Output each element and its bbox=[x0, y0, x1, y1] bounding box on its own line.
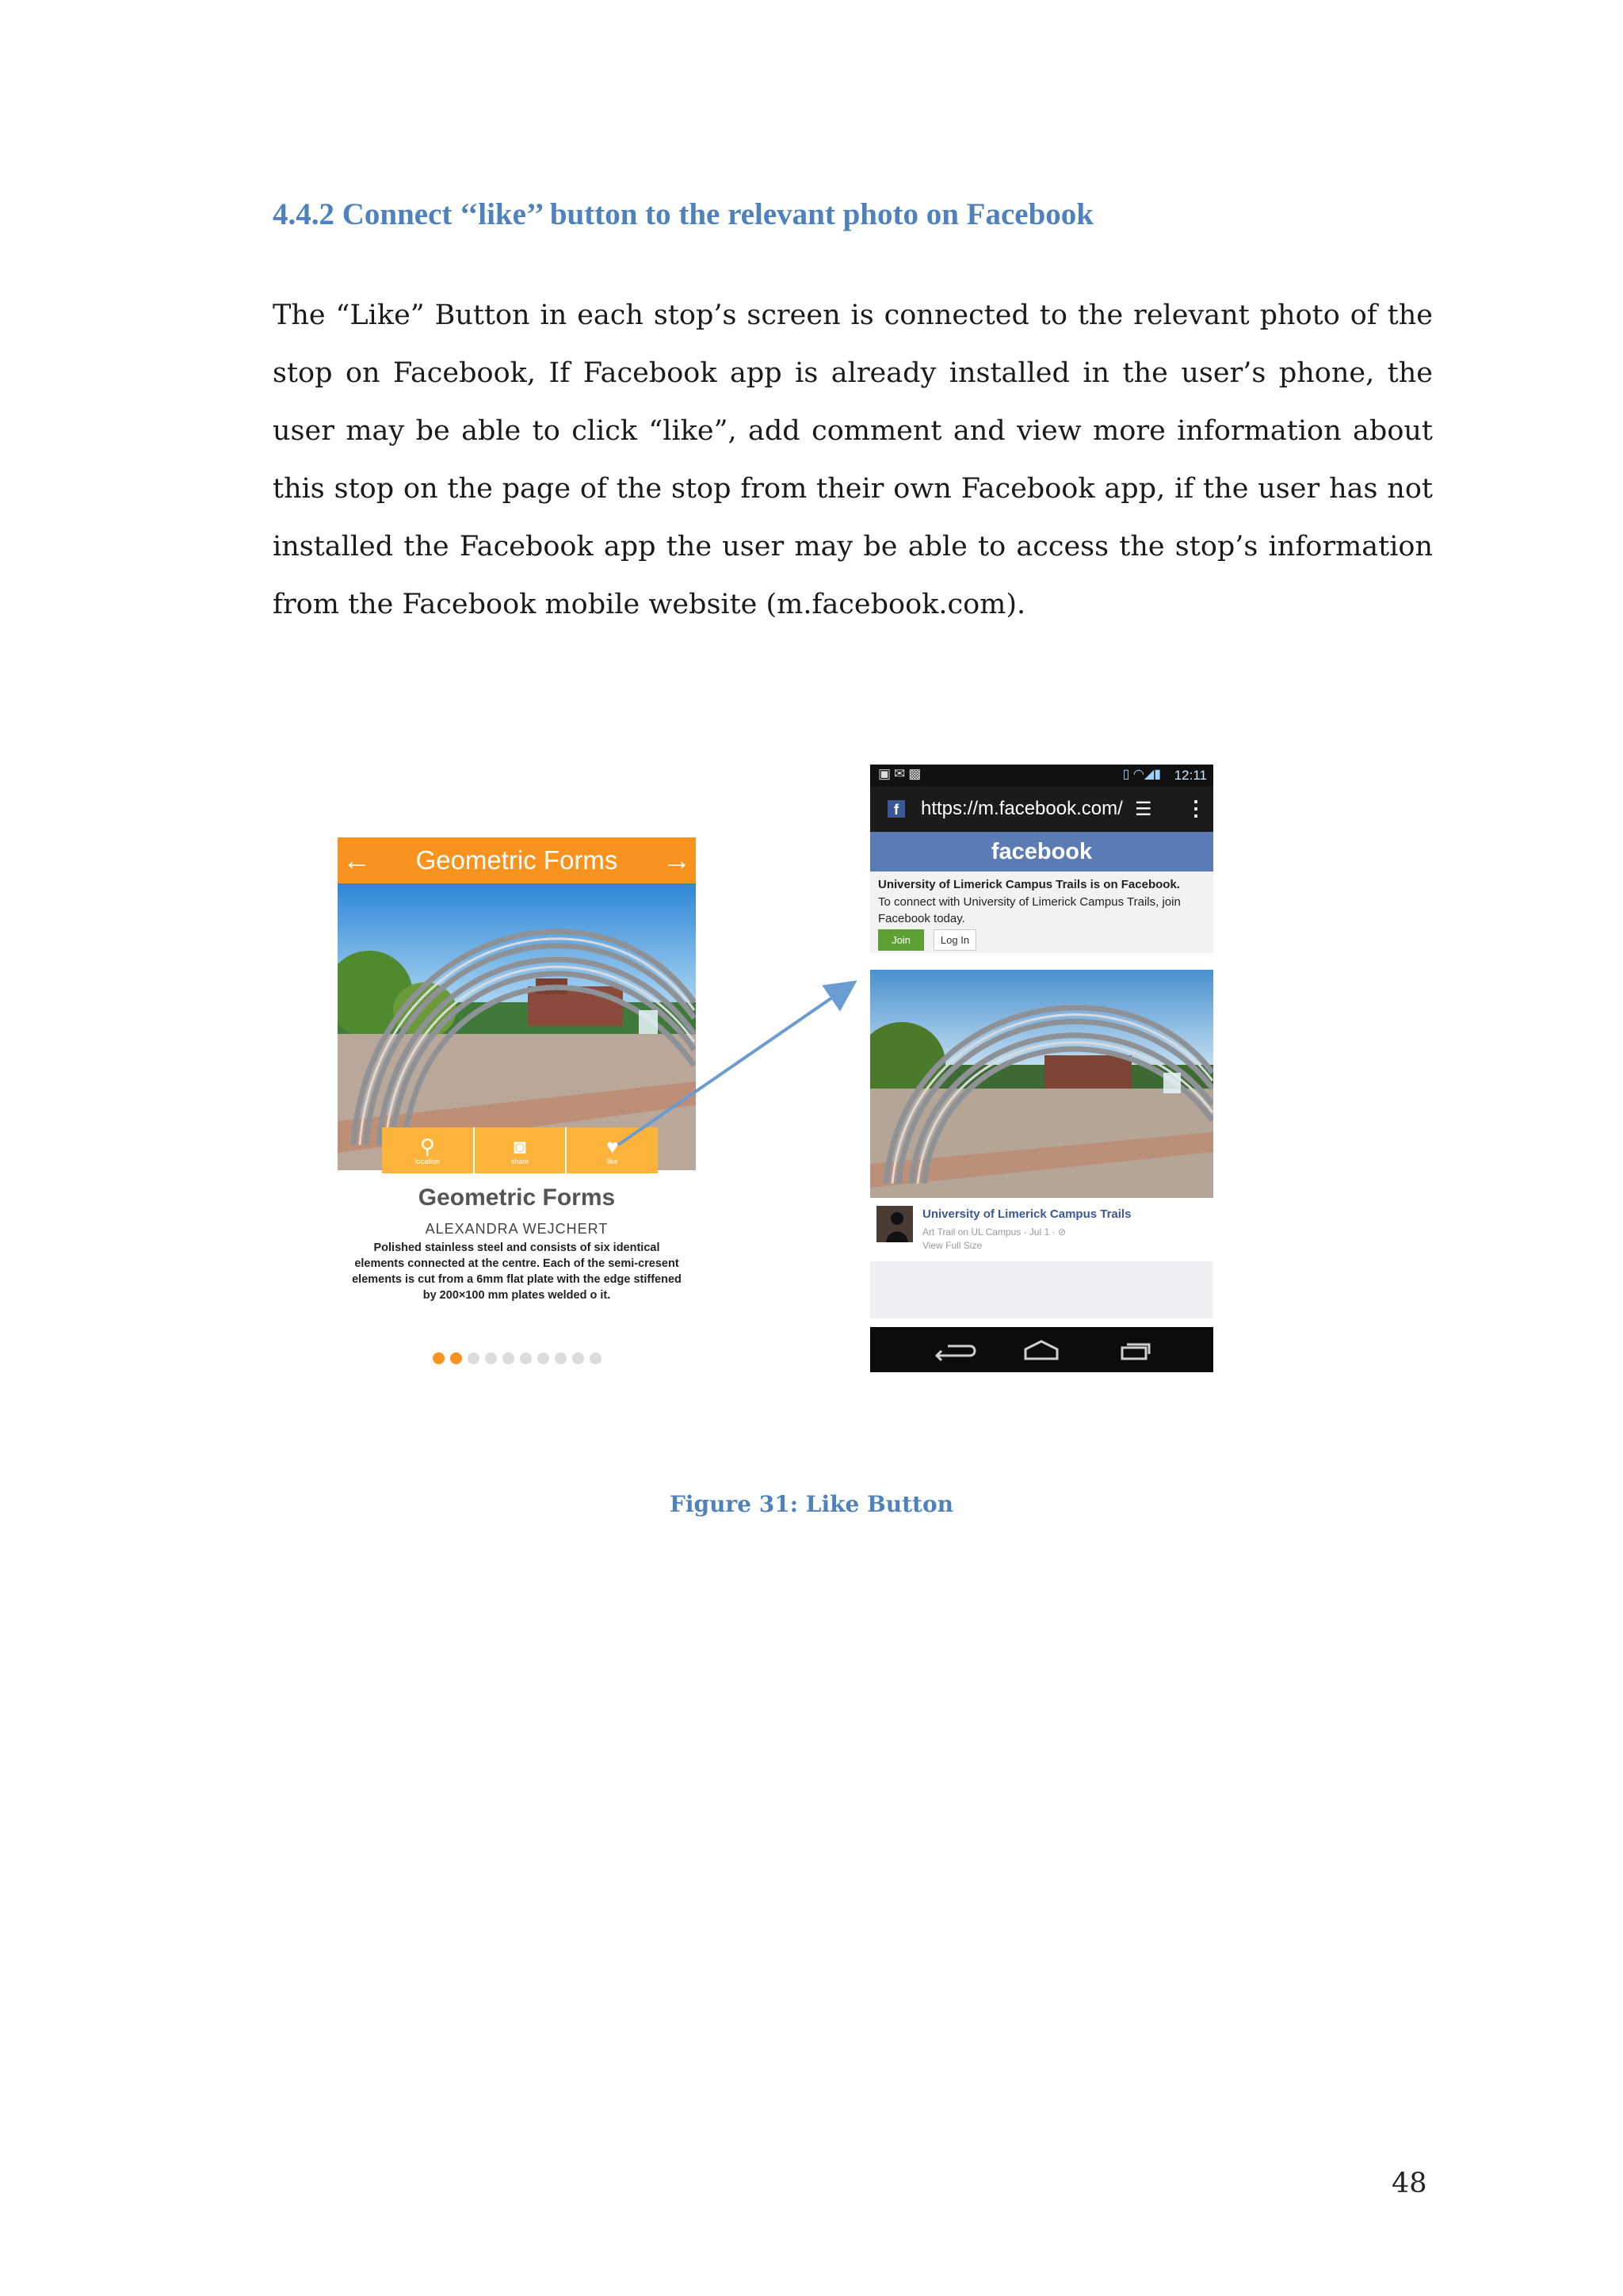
notice-title: University of Limerick Campus Trails is on Facebook. bbox=[878, 878, 1180, 891]
status-time: 12:11 bbox=[1174, 768, 1207, 783]
avatar-silhouette bbox=[876, 1206, 913, 1242]
signal-wifi-battery-icon: ▯ ◠◢▮ bbox=[1122, 768, 1161, 781]
back-arrow-icon[interactable]: ← bbox=[342, 844, 371, 876]
app-header-bar bbox=[338, 837, 696, 883]
facebook-photo-graphic bbox=[870, 970, 1213, 1198]
notice-text: To connect with University of Limerick Campus Trails, join Facebook today. bbox=[878, 895, 1181, 925]
recent-apps-icon[interactable] bbox=[1122, 1344, 1149, 1359]
pagination-dot[interactable] bbox=[572, 1352, 584, 1364]
page-number: 48 bbox=[1392, 2168, 1427, 2199]
location-button[interactable] bbox=[382, 1127, 475, 1173]
facebook-header bbox=[870, 832, 1213, 871]
nav-buttons bbox=[870, 1327, 1213, 1372]
pagination-dot[interactable] bbox=[555, 1352, 567, 1364]
app-stop-screen bbox=[338, 837, 696, 1372]
back-icon[interactable] bbox=[937, 1346, 975, 1360]
like-button[interactable] bbox=[567, 1127, 658, 1173]
facebook-phone-screen bbox=[870, 765, 1213, 1372]
overflow-menu-icon[interactable]: ⋮ bbox=[1186, 796, 1206, 820]
join-notice bbox=[870, 871, 1213, 953]
stop-action-bar bbox=[382, 1127, 658, 1173]
facebook-favicon-icon: f bbox=[888, 800, 905, 818]
camera-icon: ◙ bbox=[514, 1135, 526, 1158]
post-meta: Art Trail on UL Campus · Jul 1 · ⊘ bbox=[922, 1226, 1066, 1238]
pagination-dot[interactable] bbox=[520, 1352, 532, 1364]
home-icon[interactable] bbox=[1025, 1341, 1057, 1359]
page-avatar[interactable] bbox=[876, 1206, 913, 1242]
heart-icon: ♥ bbox=[605, 1135, 619, 1158]
artwork-title: Geometric Forms bbox=[418, 1184, 616, 1211]
pagination-dot[interactable] bbox=[433, 1352, 445, 1364]
figure-caption: Figure 31: Like Button bbox=[669, 1491, 954, 1517]
location-label: location bbox=[414, 1158, 440, 1165]
artwork-description: Polished stainless steel and consists of six identical elements connected at the centre. Each of the semi-cresent elements is cut from a 6mm flat plate with the edge stiffened by 200×100 mm plates welded o it. bbox=[352, 1241, 682, 1302]
share-button[interactable] bbox=[475, 1127, 567, 1173]
page-content-area bbox=[870, 1261, 1213, 1318]
pagination-dot[interactable] bbox=[485, 1352, 497, 1364]
page-name-link[interactable]: University of Limerick Campus Trails bbox=[922, 1207, 1132, 1221]
join-button[interactable]: Join bbox=[878, 929, 924, 951]
page-info-row bbox=[870, 1198, 1213, 1261]
pagination-dot[interactable] bbox=[450, 1352, 462, 1364]
artist-name: ALEXANDRA WEJCHERT bbox=[425, 1221, 609, 1237]
pagination-dot[interactable] bbox=[537, 1352, 549, 1364]
facebook-photo[interactable] bbox=[870, 970, 1213, 1198]
login-button[interactable]: Log In bbox=[934, 929, 976, 951]
share-label: share bbox=[510, 1158, 529, 1165]
facebook-logo[interactable]: facebook bbox=[991, 838, 1093, 864]
pagination-dot[interactable] bbox=[590, 1352, 601, 1364]
forward-arrow-icon[interactable]: → bbox=[663, 844, 691, 876]
section-heading: 4.4.2 Connect ‘‘like’’ button to the relevant photo on Facebook bbox=[273, 197, 1094, 231]
status-bar bbox=[870, 765, 1213, 787]
pagination-dot[interactable] bbox=[468, 1352, 479, 1364]
pagination-dots bbox=[433, 1352, 601, 1364]
location-pin-icon: ⚲ bbox=[419, 1135, 435, 1158]
body-paragraph: The “Like” Button in each stop’s screen is connected to the relevant photo of the stop on Facebook, If Facebook app is already installed in the user’s phone, the user may be able to click “like”, add comment and view more information about this stop on the page of the stop from their own Facebook app, if the user has not installed the Facebook app the user may be able to access the stop’s information from the Facebook mobile website (m.facebook.com). bbox=[273, 299, 1433, 620]
browser-url-bar bbox=[870, 787, 1213, 832]
app-header-title: Geometric Forms bbox=[415, 845, 618, 875]
url-field[interactable]: https://m.facebook.com/ bbox=[921, 798, 1123, 819]
like-label: like bbox=[606, 1158, 618, 1165]
android-nav-bar bbox=[870, 1327, 1213, 1372]
notification-icons: ▣✉▩ bbox=[878, 766, 925, 781]
pagination-dot[interactable] bbox=[502, 1352, 514, 1364]
view-full-size-link[interactable]: View Full Size bbox=[922, 1240, 983, 1251]
tabs-icon[interactable]: ☰ bbox=[1135, 799, 1152, 820]
